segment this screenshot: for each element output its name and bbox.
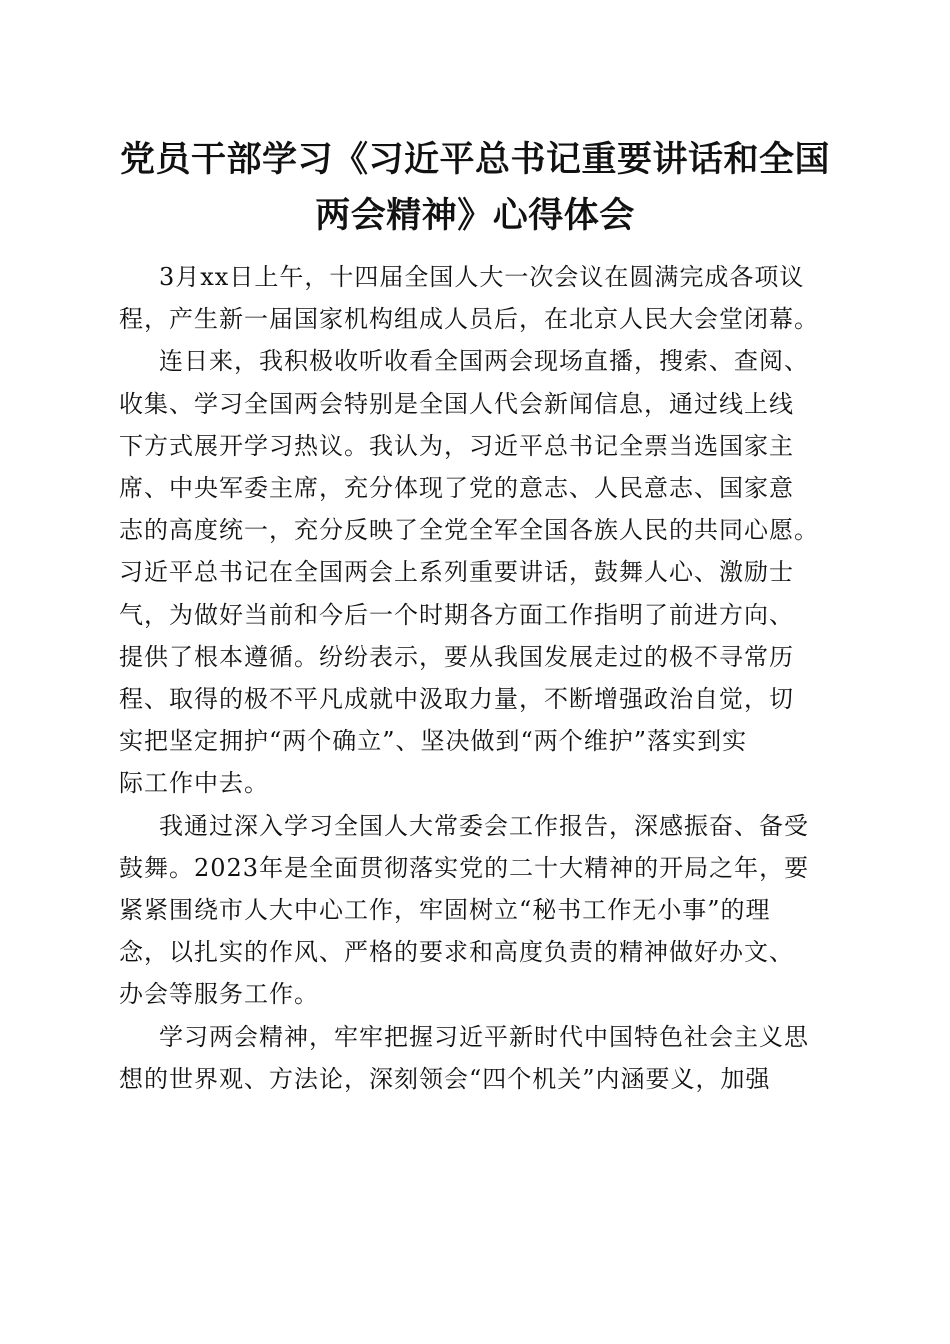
text-line: 席、中央军委主席，充分体现了党的意志、人民意志、国家意 bbox=[119, 474, 794, 503]
title-line: 两会精神》心得体会 bbox=[315, 195, 635, 236]
document-body bbox=[119, 256, 849, 1100]
text-line: 鼓舞。2023年是全面贯彻落实党的二十大精神的开局之年，要 bbox=[119, 853, 810, 882]
text-line: 气，为做好当前和今后一个时期各方面工作指明了前进方向、 bbox=[119, 600, 794, 629]
paragraph-1 bbox=[119, 256, 849, 340]
text-line: 程，产生新一届国家机构组成人员后，在北京人民大会堂闭幕。 bbox=[119, 305, 819, 334]
paragraph-4 bbox=[119, 1016, 849, 1100]
text-line: 习近平总书记在全国两会上系列重要讲话，鼓舞人心、激励士 bbox=[119, 558, 794, 587]
text-line: 紧紧围绕市人大中心工作，牢固树立“秘书工作无小事”的理 bbox=[119, 896, 771, 925]
text-line: 际工作中去。 bbox=[119, 769, 269, 798]
text-line: 志的高度统一，充分反映了全党全军全国各族人民的共同心愿。 bbox=[119, 516, 819, 545]
paragraph-2 bbox=[119, 340, 849, 804]
text-line: 收集、学习全国两会特别是全国人代会新闻信息，通过线上线 bbox=[119, 389, 794, 418]
text-line: 下方式展开学习热议。我认为，习近平总书记全票当选国家主 bbox=[119, 431, 794, 460]
text-line: 想的世界观、方法论，深刻领会“四个机关”内涵要义，加强 bbox=[119, 1064, 771, 1093]
text-line: 提供了根本遵循。纷纷表示，要从我国发展走过的极不寻常历 bbox=[119, 642, 794, 671]
paragraph-3 bbox=[119, 805, 849, 1016]
title-line: 党员干部学习《习近平总书记重要讲话和全国 bbox=[119, 139, 830, 180]
text-line: 念，以扎实的作风、严格的要求和高度负责的精神做好办文、 bbox=[119, 938, 794, 967]
text-line: 程、取得的极不平凡成就中汲取力量，不断增强政治自觉，切 bbox=[119, 685, 794, 714]
text-line: 3月xx日上午，十四届全国人大一次会议在圆满完成各项议 bbox=[159, 263, 805, 291]
text-line: 连日来，我积极收听收看全国两会现场直播，搜索、查阅、 bbox=[159, 347, 809, 376]
text-line: 实把坚定拥护“两个确立”、坚决做到“两个维护”落实到实 bbox=[119, 727, 748, 756]
text-line: 学习两会精神，牢牢把握习近平新时代中国特色社会主义思 bbox=[159, 1022, 809, 1051]
text-line: 我通过深入学习全国人大常委会工作报告，深感振奋、备受 bbox=[159, 811, 809, 840]
document-title bbox=[100, 132, 850, 244]
text-line: 办会等服务工作。 bbox=[119, 980, 319, 1009]
